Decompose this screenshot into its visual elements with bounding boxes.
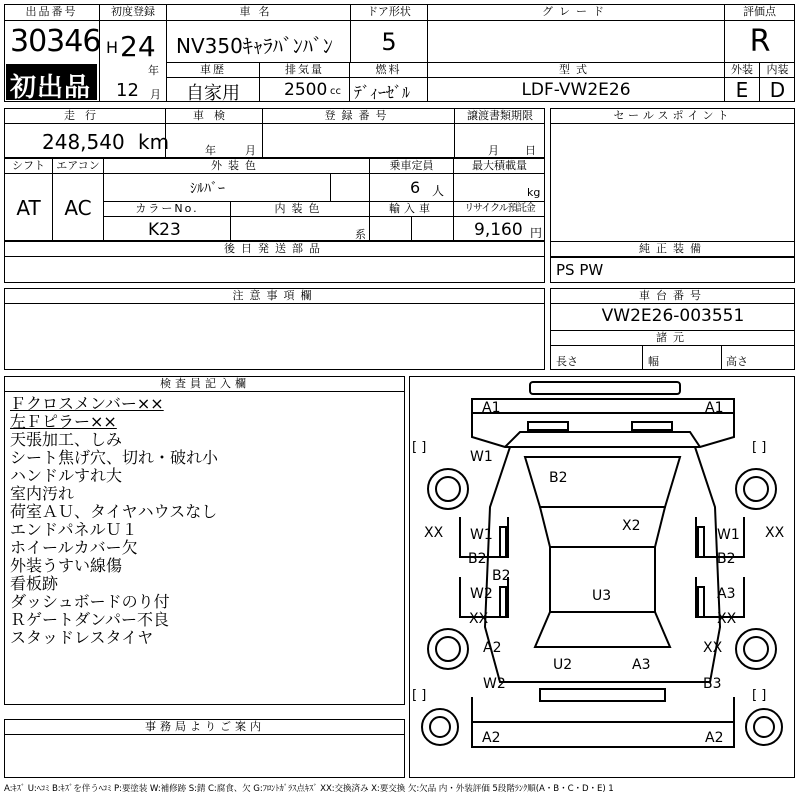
note-line: Ｆクロスメンバー××: [10, 394, 164, 413]
shift-label: シフト: [12, 159, 45, 172]
mileage-unit: km: [138, 130, 170, 154]
inspector-notes: [10, 395, 218, 647]
sales-point-label: セールスポイント: [613, 109, 733, 122]
lot-number: 30346: [10, 24, 101, 59]
displacement-value: 2500: [284, 80, 328, 100]
mark-l-a2: A2: [483, 640, 502, 656]
note-line: 天張加工、しみ: [10, 430, 123, 449]
ac-label: エアコン: [56, 159, 100, 172]
bracket-left: [ ]: [412, 440, 427, 455]
mark-fl-door: W1: [470, 449, 493, 465]
transfer-month: 月: [488, 144, 499, 157]
mark-center-u3: U3: [592, 588, 612, 604]
exterior-label: 外装: [731, 63, 753, 76]
mark-hood: B2: [549, 470, 568, 486]
load-unit: kg: [527, 186, 541, 199]
import-label: 輸入車: [389, 202, 434, 215]
mark-right-side: XX: [765, 525, 785, 541]
mark-r-b2: B2: [717, 551, 736, 567]
note-line: ホイールカバー欠: [10, 538, 138, 557]
seats-label: 乗車定員: [389, 159, 434, 172]
note-line: 室内汚れ: [10, 484, 75, 503]
reg-month-unit: 月: [150, 88, 161, 101]
intcolor-label: 内装色: [274, 202, 326, 215]
mark-front-left: A1: [482, 400, 501, 416]
mileage-value: 248,540: [42, 130, 125, 154]
seats-value: 6: [410, 178, 421, 197]
shift-value: AT: [16, 196, 41, 220]
mark-l-w2: W2: [470, 586, 493, 602]
note-line: 荷室ＡＵ、タイヤハウスなし: [10, 502, 218, 521]
sales-point-box: [550, 108, 795, 258]
bracket-right-rear: [ ]: [752, 688, 767, 703]
interior-grade: D: [769, 78, 786, 102]
recycle-label: リサイクル預託金: [464, 203, 535, 214]
office-label: 事務局よりご案内: [145, 720, 265, 733]
mark-rear-left: A2: [482, 730, 501, 746]
mark-a3b: A3: [632, 657, 651, 673]
seats-unit: 人: [432, 184, 445, 198]
reg-year-unit: 年: [148, 64, 159, 77]
reg-label: 初度登録: [111, 5, 155, 18]
mark-r-b3: B3: [703, 676, 722, 692]
colorno-value: K23: [148, 220, 181, 240]
chassis-label: 車台番号: [639, 289, 707, 302]
score-value: R: [749, 24, 771, 59]
grade-label: グレード: [542, 5, 610, 18]
inspection-label: 車検: [193, 109, 235, 122]
reg-era: H: [106, 38, 119, 57]
inspector-label: 検査員記入欄: [160, 377, 250, 390]
note-line: シート焦げ穴、切れ・破れ小: [10, 448, 219, 467]
length-label: 長さ: [556, 355, 578, 368]
later-parts-label: 後日発送部品: [224, 242, 326, 255]
color-label: 外装色: [211, 159, 262, 172]
mark-l-w1: W1: [470, 527, 493, 543]
mark-l-b2: B2: [468, 551, 487, 567]
mark-r-a3: A3: [717, 586, 736, 602]
legend-text: A:ｷｽﾞ U:ﾍｺﾐ B:ｷｽﾞを伴うﾍｺﾐ P:要塗装 W:補修跡 S:錆 C:腐食、欠 G:ﾌﾛﾝﾄｶﾞﾗｽ点ｷｽﾞ XX:交換済み X:要交換 欠:欠品 内・外装評価 5段階ﾗﾝｸ順(A・B・C・D・E) 1: [4, 784, 614, 794]
bracket-right: [ ]: [752, 440, 767, 455]
mark-l-xx: XX: [469, 611, 489, 627]
note-line: ハンドルすれ大: [10, 466, 123, 485]
spec-label: 諸元: [656, 331, 690, 344]
mark-r-xx: XX: [717, 611, 737, 627]
mark-l-b2b: B2: [492, 568, 511, 584]
load-label: 最大積載量: [472, 159, 527, 172]
exterior-grade: E: [735, 78, 749, 102]
note-line: エンドパネルＵ１: [10, 520, 138, 539]
car-diagram-icon: [410, 377, 794, 777]
chassis-value: VW2E26-003551: [601, 306, 745, 326]
type-label: 型式: [559, 63, 593, 76]
interior-label: 内装: [766, 63, 789, 76]
history-label: 車歴: [200, 63, 226, 76]
width-label: 幅: [648, 355, 659, 368]
note-line: スタッドレスタイヤ: [10, 628, 154, 647]
mark-rear-right: A2: [705, 730, 724, 746]
note-line: 左Ｆピラー××: [10, 412, 117, 431]
mark-front-right: A1: [705, 400, 724, 416]
mark-left-side: XX: [424, 525, 444, 541]
genuine-value: PS PW: [556, 261, 604, 279]
displacement-label: 排気量: [285, 63, 324, 76]
history-value: 自家用: [186, 83, 240, 104]
fuel-label: 燃料: [375, 63, 402, 76]
note-line: ダッシュボードのり付: [10, 592, 170, 611]
color-value: ｼﾙﾊﾞｰ: [190, 181, 225, 197]
plate-label: 登録番号: [324, 109, 393, 122]
recycle-value: 9,160: [474, 220, 523, 240]
caution-label: 注意事項欄: [232, 289, 318, 302]
bracket-left-rear: [ ]: [412, 688, 427, 703]
car-diagram-box: [409, 376, 795, 778]
ac-value: AC: [64, 196, 92, 220]
insp-year-unit: 年: [205, 144, 216, 157]
displacement-unit: cc: [330, 86, 341, 97]
reg-year: 24: [120, 30, 156, 63]
model-name: NV350ｷｬﾗﾊﾞﾝﾊﾞﾝ: [176, 34, 333, 58]
note-line: 外装うすい線傷: [10, 556, 123, 575]
note-line: Ｒゲートダンパー不良: [10, 610, 170, 629]
insp-month-unit: 月: [245, 144, 256, 157]
mileage-label: 走行: [64, 109, 106, 122]
transfer-day: 日: [525, 144, 536, 157]
mark-l-w2b: W2: [483, 676, 506, 692]
fuel-value: ﾃﾞｨｰｾﾞﾙ: [354, 83, 411, 102]
first-listing-text: 初出品: [10, 73, 92, 103]
mark-u2: U2: [553, 657, 573, 673]
genuine-label: 純正装備: [639, 242, 707, 255]
door-count: 5: [381, 28, 397, 56]
mark-r-xx2: XX: [703, 640, 723, 656]
lot-label: 出品番号: [25, 5, 78, 18]
type-value: LDF-VW2E26: [521, 80, 631, 100]
recycle-unit: 円: [530, 226, 543, 240]
note-line: 看板跡: [10, 574, 59, 593]
mark-center-x2: X2: [622, 518, 641, 534]
score-label: 評価点: [743, 5, 776, 18]
height-label: 高さ: [726, 355, 748, 368]
reg-month: 12: [116, 80, 139, 101]
intcolor-suffix: 系: [355, 228, 366, 241]
transfer-label: 譲渡書類期限: [467, 109, 533, 122]
colorno-label: カラーNo.: [135, 202, 199, 215]
model-label: 車名: [239, 5, 278, 18]
mark-r-w1: W1: [717, 527, 740, 543]
door-label: ドア形状: [367, 5, 411, 18]
